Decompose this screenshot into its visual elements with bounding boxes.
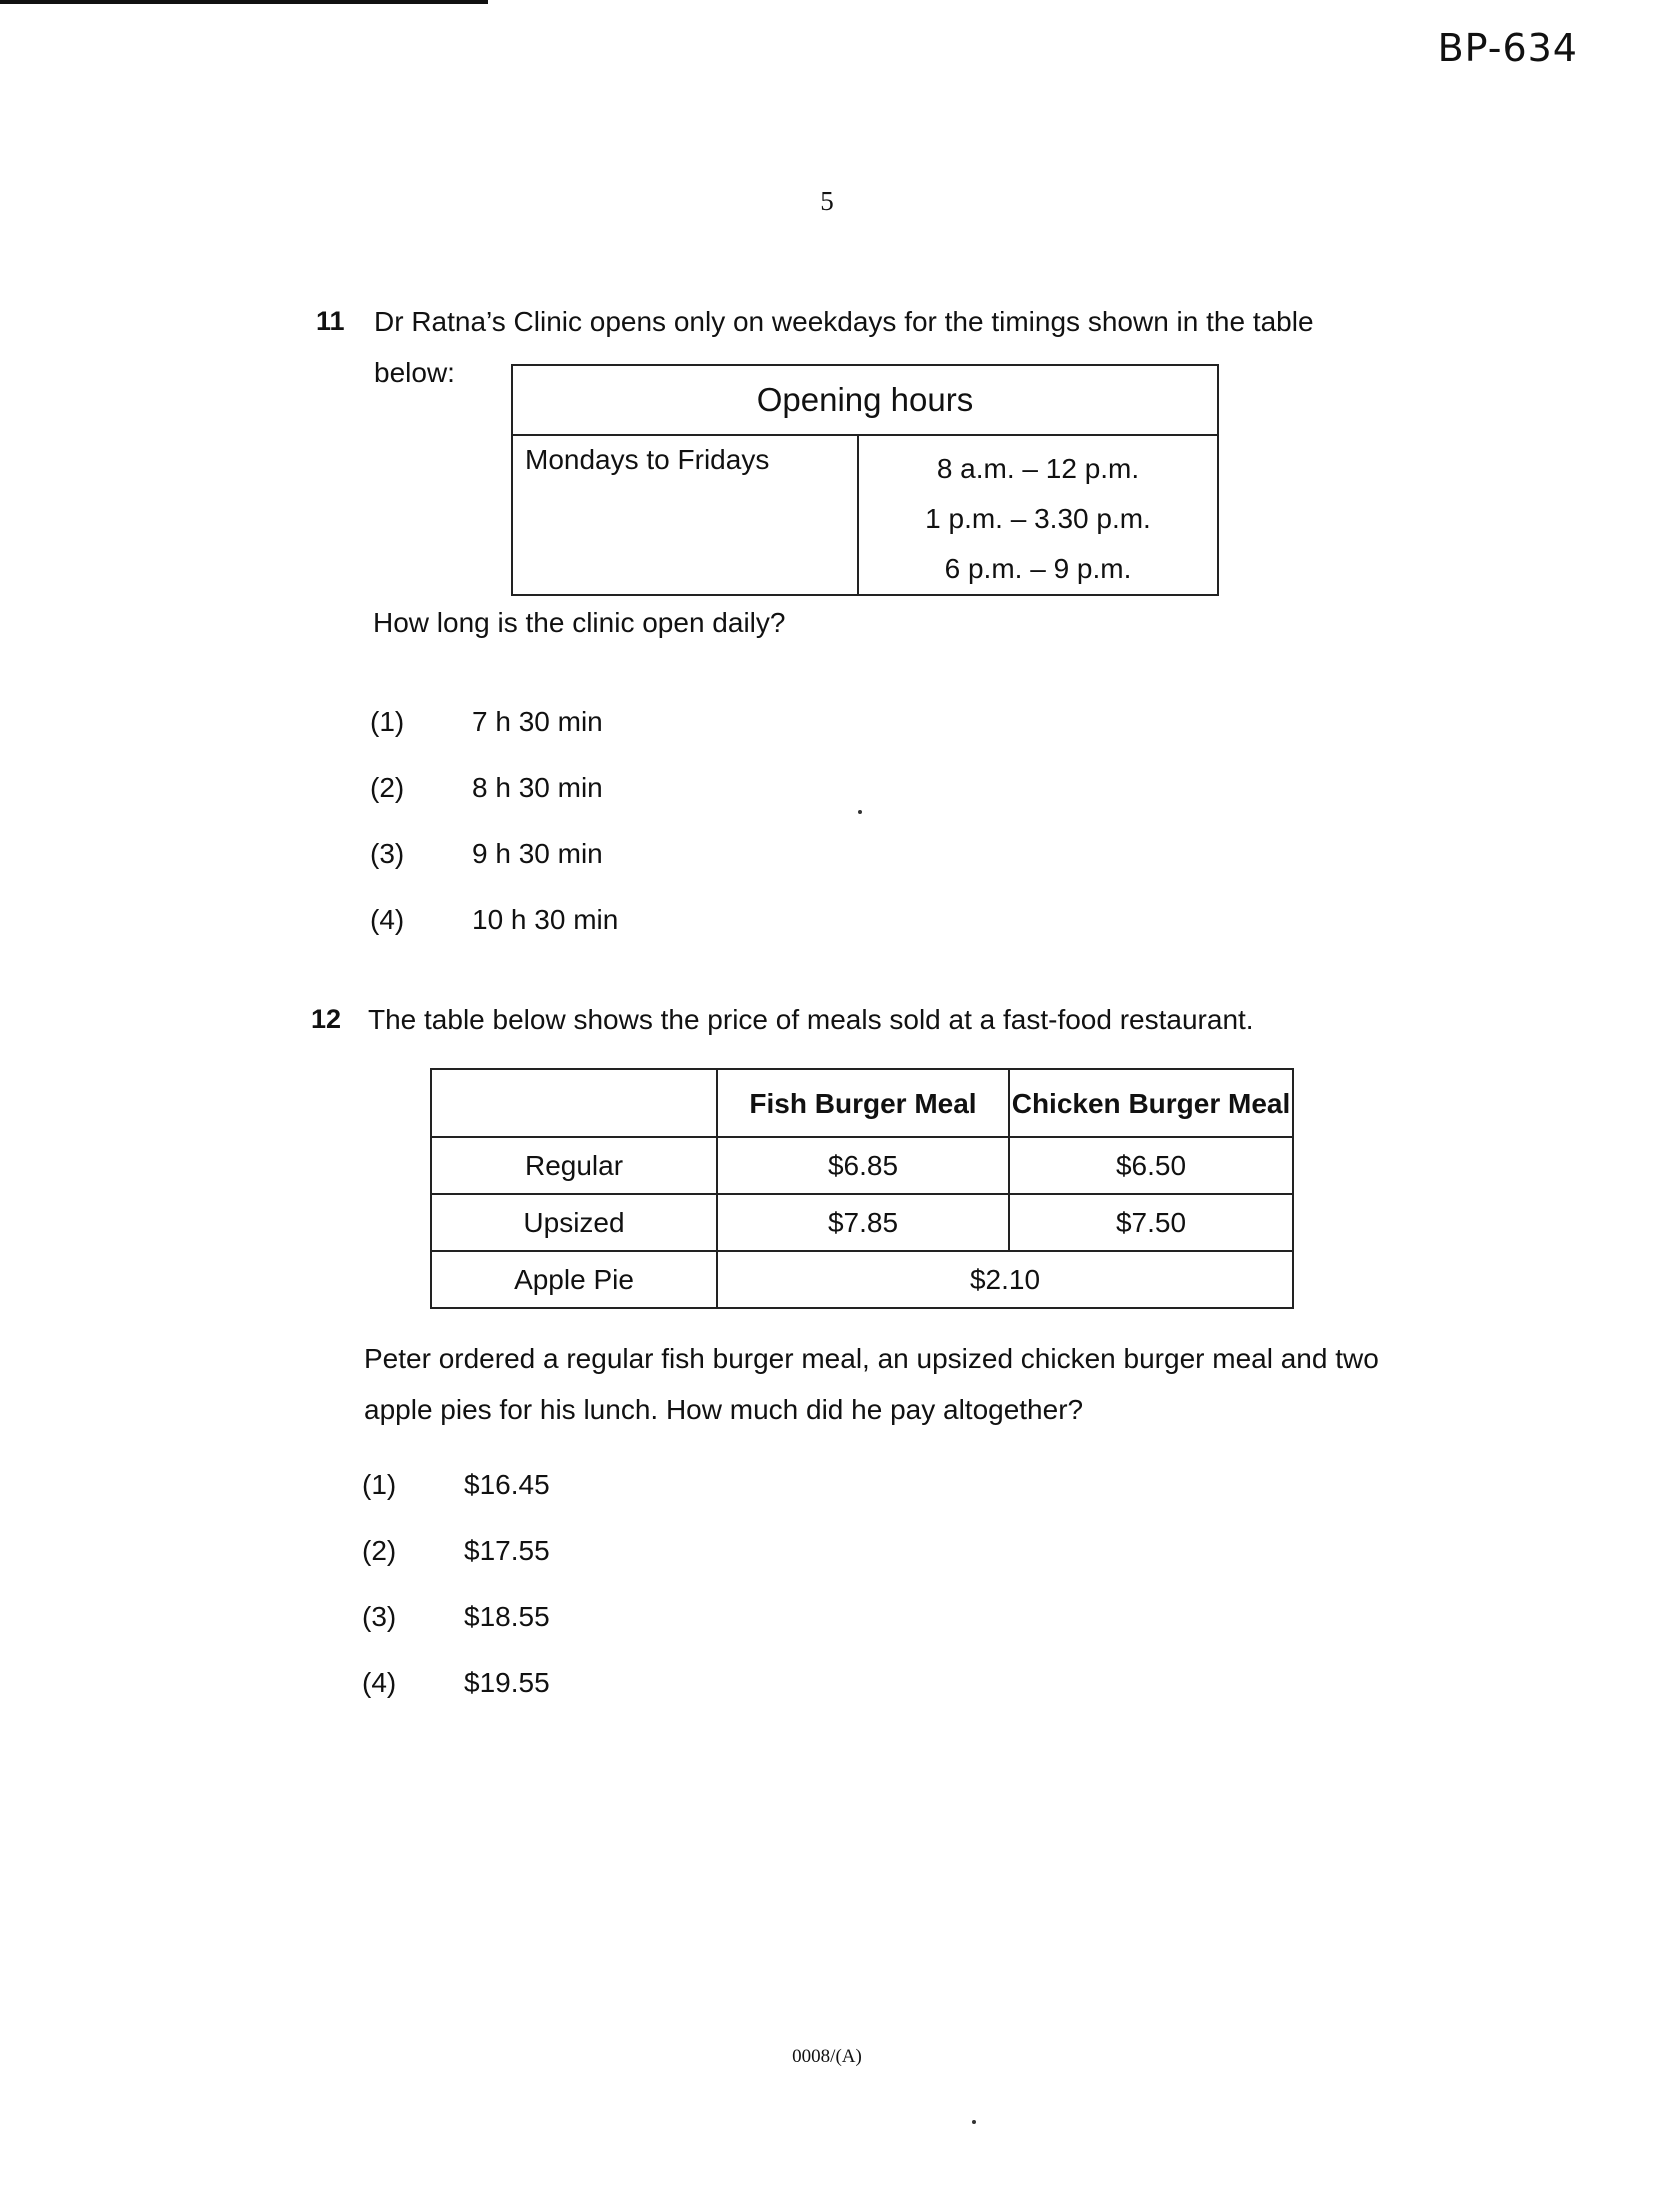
question-11-question: How long is the clinic open daily? <box>373 607 786 638</box>
option-label: (4) <box>362 1667 397 1698</box>
header-blank <box>431 1069 717 1137</box>
scan-speck <box>858 810 862 814</box>
opening-hours-title: Opening hours <box>512 365 1218 435</box>
question-11-line2: below: <box>374 357 455 388</box>
footer-code: 0008/(A) <box>792 2046 862 2067</box>
question-11-number: 11 <box>316 306 345 336</box>
table-row <box>431 1251 1293 1308</box>
question-12-number: 12 <box>311 1004 342 1034</box>
page-number: 5 <box>820 186 834 216</box>
table-row <box>431 1194 1293 1251</box>
meal-price-table <box>430 1068 1294 1309</box>
option-label: (3) <box>362 1601 397 1632</box>
day-label: Mondays to Fridays <box>512 435 858 595</box>
option-value: $17.55 <box>464 1535 550 1566</box>
q11-option-4[interactable] <box>370 904 618 936</box>
row-name: Regular <box>431 1137 717 1194</box>
option-value: $16.45 <box>464 1469 550 1500</box>
q12-option-4[interactable] <box>362 1667 550 1699</box>
option-value: $18.55 <box>464 1601 550 1632</box>
option-label: (4) <box>370 904 405 935</box>
header-fish-burger-meal: Fish Burger Meal <box>717 1069 1009 1137</box>
option-label: (2) <box>370 772 405 803</box>
scan-speck <box>972 2120 976 2124</box>
q12-option-2[interactable] <box>362 1535 550 1567</box>
question-11-line1: Dr Ratna’s Clinic opens only on weekdays for the timings shown in the table <box>374 306 1314 337</box>
row-name: Upsized <box>431 1194 717 1251</box>
chicken-price: $7.50 <box>1009 1194 1293 1251</box>
time-slot: 8 a.m. – 12 p.m. <box>936 453 1140 484</box>
option-label: (1) <box>370 706 405 737</box>
option-label: (3) <box>370 838 405 869</box>
q11-option-1[interactable] <box>370 706 603 738</box>
question-12-line1: Peter ordered a regular fish burger meal, an upsized chicken burger meal and two <box>364 1343 1379 1374</box>
option-value: 10 h 30 min <box>472 904 619 935</box>
q11-option-3[interactable] <box>370 838 603 870</box>
question-12-text: The table below shows the price of meals sold at a fast-food restaurant. <box>368 1004 1254 1035</box>
row-name: Apple Pie <box>431 1251 717 1308</box>
paper-code: BP-634 <box>1437 26 1578 70</box>
question-12-question <box>364 1333 1379 1435</box>
apple-pie-price: $2.10 <box>717 1251 1293 1308</box>
option-value: 8 h 30 min <box>472 772 603 803</box>
q11-option-2[interactable] <box>370 772 603 804</box>
time-slot: 1 p.m. – 3.30 p.m. <box>925 503 1151 534</box>
fish-price: $7.85 <box>717 1194 1009 1251</box>
time-slot: 6 p.m. – 9 p.m. <box>944 553 1132 584</box>
top-rule <box>0 0 488 4</box>
option-value: $19.55 <box>464 1667 550 1698</box>
fish-price: $6.85 <box>717 1137 1009 1194</box>
question-12-line2: apple pies for his lunch. How much did he pay altogether? <box>364 1394 1084 1425</box>
option-label: (1) <box>362 1469 397 1500</box>
table-row <box>431 1137 1293 1194</box>
time-slots <box>858 435 1218 595</box>
header-chicken-burger-meal: Chicken Burger Meal <box>1009 1069 1293 1137</box>
q12-option-1[interactable] <box>362 1469 550 1501</box>
opening-hours-table <box>511 364 1219 596</box>
option-value: 9 h 30 min <box>472 838 603 869</box>
chicken-price: $6.50 <box>1009 1137 1293 1194</box>
option-value: 7 h 30 min <box>472 706 603 737</box>
option-label: (2) <box>362 1535 397 1566</box>
q12-option-3[interactable] <box>362 1601 550 1633</box>
